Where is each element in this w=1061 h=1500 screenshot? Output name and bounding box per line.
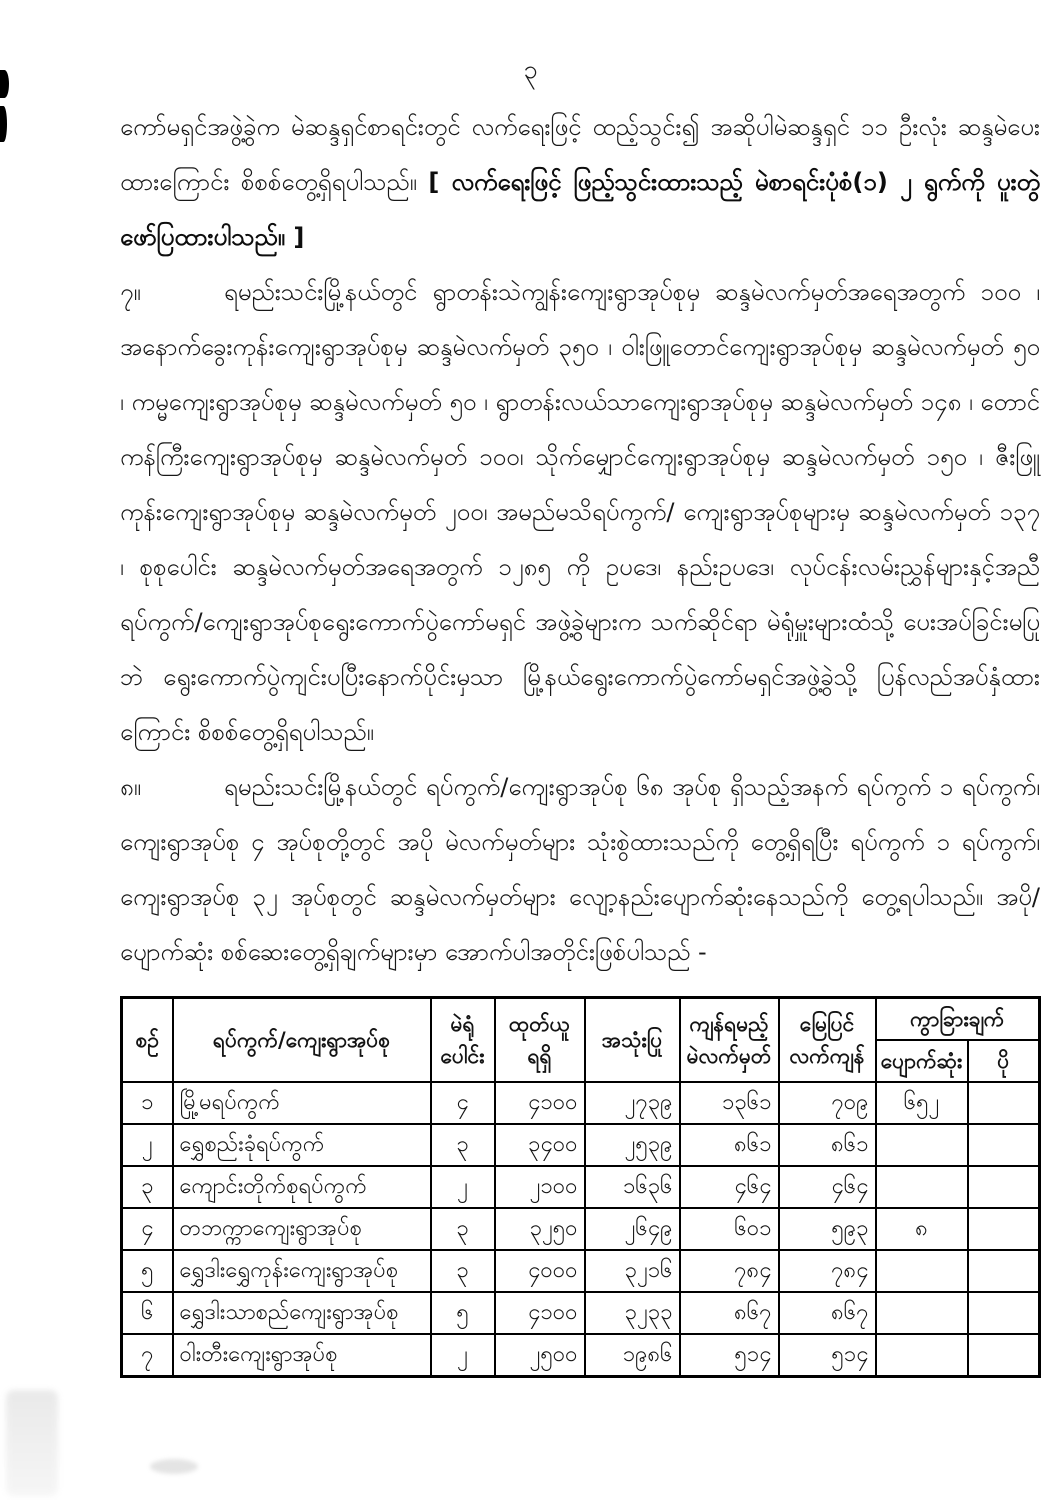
table-cell: ၃ xyxy=(431,1208,495,1250)
table-cell: တဘက္ကာကျေးရွာအုပ်စု xyxy=(173,1208,431,1250)
table-cell xyxy=(968,1124,1040,1166)
table-cell: ၄၁၀၀ xyxy=(495,1292,585,1334)
table-cell xyxy=(968,1166,1040,1208)
table-cell: ၂၅၃၉ xyxy=(585,1124,680,1166)
table-cell xyxy=(968,1250,1040,1292)
col-header-remain-line1: ကျန်ရမည့် xyxy=(689,1012,769,1036)
table-cell: ၃ xyxy=(431,1124,495,1166)
col-header-ground-line2: လက်ကျန် xyxy=(789,1044,865,1068)
col-header-polling-line2: ပေါင်း xyxy=(440,1044,485,1068)
paragraph-intro-text: ကော်မရှင်အဖွဲ့ခွဲက မဲဆန္ဒရှင်စာရင်းတွင် လက်ရေးဖြင့် ထည့်သွင်း၍ အဆိုပါမဲဆန္ဒရှင် ၁၁ ဦးလုံး ဆန္ဒမဲပေးထားကြောင်း စိစစ်တွေ့ရှိရပါသည်။ xyxy=(120,113,1040,196)
table-row xyxy=(122,1334,1040,1377)
table-cell: ၂၇၃၉ xyxy=(585,1082,680,1124)
col-header-serial: စဉ် xyxy=(122,998,173,1083)
table-cell xyxy=(968,1334,1040,1377)
table-cell: ၄၁၀၀ xyxy=(495,1082,585,1124)
table-cell: ၈ xyxy=(876,1208,968,1250)
table-row xyxy=(122,1082,1040,1124)
table-cell: မြို့မရပ်ကွက် xyxy=(173,1082,431,1124)
scan-artifact xyxy=(150,1459,198,1474)
table-cell xyxy=(876,1292,968,1334)
table-cell xyxy=(876,1124,968,1166)
paragraph-7-text: ရမည်းသင်းမြို့နယ်တွင် ရွာတန်းသဲကျွန်းကျေးရွာအုပ်စုမှ ဆန္ဒမဲလက်မှတ်အရေအတွက် ၁၀၀ ၊ အနောက်ခွေးကုန်းကျေးရွာအုပ်စုမှ ဆန္ဒမဲလက်မှတ် ၃၅၀ ၊ ဝါးဖြူတောင်ကျေးရွာအုပ်စုမှ ဆန္ဒမဲလက်မှတ် ၅၀ ၊ ကမ္မကျေးရွာအုပ်စုမှ ဆန္ဒမဲလက်မှတ် ၅၀ ၊ ရွာတန်းလယ်သာကျေးရွာအုပ်စုမှ ဆန္ဒမဲလက်မှတ် ၁၄၈ ၊ တောင်ကန်ကြီးကျေးရွာအုပ်စုမှ ဆန္ဒမဲလက်မှတ် ၁၀၀၊ သိုက်မျှောင်ကျေးရွာအုပ်စုမှ ဆန္ဒမဲလက်မှတ် ၁၅၀ ၊ ဇီးဖြူကုန်းကျေးရွာအုပ်စုမှ ဆန္ဒမဲလက်မှတ် ၂၀၀၊ အမည်မသိရပ်ကွက်/ ကျေးရွာအုပ်စုများမှ ဆန္ဒမဲလက်မှတ် ၁၃၇ ၊ စုစုပေါင်း ဆန္ဒမဲလက်မှတ်အရေအတွက် ၁၂၈၅ ကို ဥပဒေ၊ နည်းဥပဒေ၊ လုပ်ငန်းလမ်းညွှန်များနှင့်အညီ ရပ်ကွက်/ကျေးရွာအုပ်စုရွေးကောက်ပွဲကော်မရှင် အဖွဲ့ခွဲများက သက်ဆိုင်ရာ မဲရုံမှူးများထံသို့ ပေးအပ်ခြင်းမပြုဘဲ ရွေးကောက်ပွဲကျင်းပပြီးနောက်ပိုင်းမှသာ မြို့နယ်ရွေးကောက်ပွဲကော်မရှင်အဖွဲ့ခွဲသို့ ပြန်လည်အပ်နှံထားကြောင်း စိစစ်တွေ့ရှိရပါသည်။ xyxy=(120,278,1040,746)
table-cell: ၄ xyxy=(122,1208,173,1250)
table-cell: ၄၆၄ xyxy=(779,1166,876,1208)
ballot-summary-table xyxy=(120,996,1041,1378)
col-header-extra: ပို xyxy=(968,1040,1040,1082)
table-cell: ၃၂၁၆ xyxy=(585,1250,680,1292)
table-cell: ရွှေဒါးရွှေကုန်းကျေးရွာအုပ်စု xyxy=(173,1250,431,1292)
table-cell: ၈၆၁ xyxy=(680,1124,779,1166)
table-cell: ၂၆၄၉ xyxy=(585,1208,680,1250)
table-row xyxy=(122,1208,1040,1250)
table-cell: ၆၅၂ xyxy=(876,1082,968,1124)
table-body xyxy=(122,1082,1040,1377)
table-row xyxy=(122,1292,1040,1334)
col-header-should-remain xyxy=(680,998,779,1083)
table-cell: ၂ xyxy=(431,1334,495,1377)
paragraph-intro-bold-note: [ လက်ရေးဖြင့် ဖြည့်သွင်းထားသည့် မဲစာရင်းပုံစံ(၁) ၂ ရွက်ကို ပူးတွဲဖော်ပြထားပါသည်။ ] xyxy=(120,168,1040,251)
table-cell: ၄၆၄ xyxy=(680,1166,779,1208)
table-cell: ၇၈၄ xyxy=(680,1250,779,1292)
table-cell: ၁၉၈၆ xyxy=(585,1334,680,1377)
table-cell xyxy=(968,1292,1040,1334)
table-cell: ၇၀၉ xyxy=(779,1082,876,1124)
table-row xyxy=(122,1166,1040,1208)
col-header-remain-line2: မဲလက်မှတ် xyxy=(686,1044,772,1068)
table-cell xyxy=(876,1334,968,1377)
table-cell: ၆ xyxy=(122,1292,173,1334)
table-cell: ၅၁၄ xyxy=(680,1334,779,1377)
table-cell: ၁၆၃၆ xyxy=(585,1166,680,1208)
document-body xyxy=(120,100,1040,1378)
table-cell: ၅ xyxy=(431,1292,495,1334)
table-cell: ရွှေစည်းခုံရပ်ကွက် xyxy=(173,1124,431,1166)
table-cell: ၇၈၄ xyxy=(779,1250,876,1292)
paragraph-intro xyxy=(120,100,1040,265)
table-cell: ၅ xyxy=(122,1250,173,1292)
table-cell: ၈၆၇ xyxy=(779,1292,876,1334)
col-header-used: အသုံးပြု xyxy=(585,998,680,1083)
table-cell: ၁ xyxy=(122,1082,173,1124)
scan-artifact xyxy=(6,1390,58,1496)
table-cell: ၂၁၀၀ xyxy=(495,1166,585,1208)
col-header-ground-balance xyxy=(779,998,876,1083)
table-cell xyxy=(876,1166,968,1208)
col-header-polling-line1: မဲရုံ xyxy=(450,1012,475,1036)
col-header-received xyxy=(495,998,585,1083)
col-header-ground-line1: မြေပြင် xyxy=(799,1012,855,1036)
col-header-ward-name: ရပ်ကွက်/ကျေးရွာအုပ်စု xyxy=(173,998,431,1083)
table-cell: ၃၂၅၀ xyxy=(495,1208,585,1250)
paragraph-7 xyxy=(120,265,1040,760)
table-cell: ၂၅၀၀ xyxy=(495,1334,585,1377)
table-cell: ၁၃၆၁ xyxy=(680,1082,779,1124)
table-row xyxy=(122,1250,1040,1292)
table-cell: ၅၉၃ xyxy=(779,1208,876,1250)
table-cell: ၂ xyxy=(122,1124,173,1166)
table-cell: ၃၄၀၀ xyxy=(495,1124,585,1166)
col-header-received-line2: ရရှိ xyxy=(527,1044,552,1068)
table-row xyxy=(122,1124,1040,1166)
paragraph-7-number: ၇။ xyxy=(120,278,141,306)
table-cell: ၃ xyxy=(431,1250,495,1292)
scan-artifact xyxy=(0,106,7,142)
table-cell: ၇ xyxy=(122,1334,173,1377)
page-number: ၃ xyxy=(523,55,538,84)
table-cell: ၂ xyxy=(431,1166,495,1208)
col-header-received-line1: ထုတ်ယူ xyxy=(508,1012,571,1036)
table-cell xyxy=(968,1082,1040,1124)
paragraph-8 xyxy=(120,760,1040,980)
table-cell: ၈၆၁ xyxy=(779,1124,876,1166)
table-cell: ကျောင်းတိုက်စုရပ်ကွက် xyxy=(173,1166,431,1208)
col-header-polling-stations xyxy=(431,998,495,1083)
table-cell xyxy=(876,1250,968,1292)
table-cell: ၄၀၀၀ xyxy=(495,1250,585,1292)
table-cell: ၄ xyxy=(431,1082,495,1124)
table-cell: ၅၁၄ xyxy=(779,1334,876,1377)
table-cell xyxy=(968,1208,1040,1250)
paragraph-8-text: ရမည်းသင်းမြို့နယ်တွင် ရပ်ကွက်/ကျေးရွာအုပ်စု ၆၈ အုပ်စု ရှိသည့်အနက် ရပ်ကွက် ၁ ရပ်ကွက်၊ ကျေးရွာအုပ်စု ၄ အုပ်စုတို့တွင် အပို မဲလက်မှတ်များ သုံးစွဲထားသည်ကို တွေ့ရှိရပြီး ရပ်ကွက် ၁ ရပ်ကွက်၊ ကျေးရွာအုပ်စု ၃၂ အုပ်စုတွင် ဆန္ဒမဲလက်မှတ်များ လျော့နည်းပျောက်ဆုံးနေသည်ကို တွေ့ရပါသည်။ အပို/ပျောက်ဆုံး စစ်ဆေးတွေ့ရှိချက်များမှာ အောက်ပါအတိုင်းဖြစ်ပါသည် - xyxy=(120,773,1040,966)
table-cell: ဝါးတီးကျေးရွာအုပ်စု xyxy=(173,1334,431,1377)
table-cell: ၆၀၁ xyxy=(680,1208,779,1250)
col-header-missing: ပျောက်ဆုံး xyxy=(876,1040,968,1082)
table-cell: ၃၂၃၃ xyxy=(585,1292,680,1334)
col-header-difference: ကွာခြားချက် xyxy=(876,998,1040,1041)
table-cell: ၈၆၇ xyxy=(680,1292,779,1334)
table-cell: ရွှေဒါးသာစည်ကျေးရွာအုပ်စု xyxy=(173,1292,431,1334)
table-cell: ၃ xyxy=(122,1166,173,1208)
paragraph-8-number: ၈။ xyxy=(120,773,141,801)
